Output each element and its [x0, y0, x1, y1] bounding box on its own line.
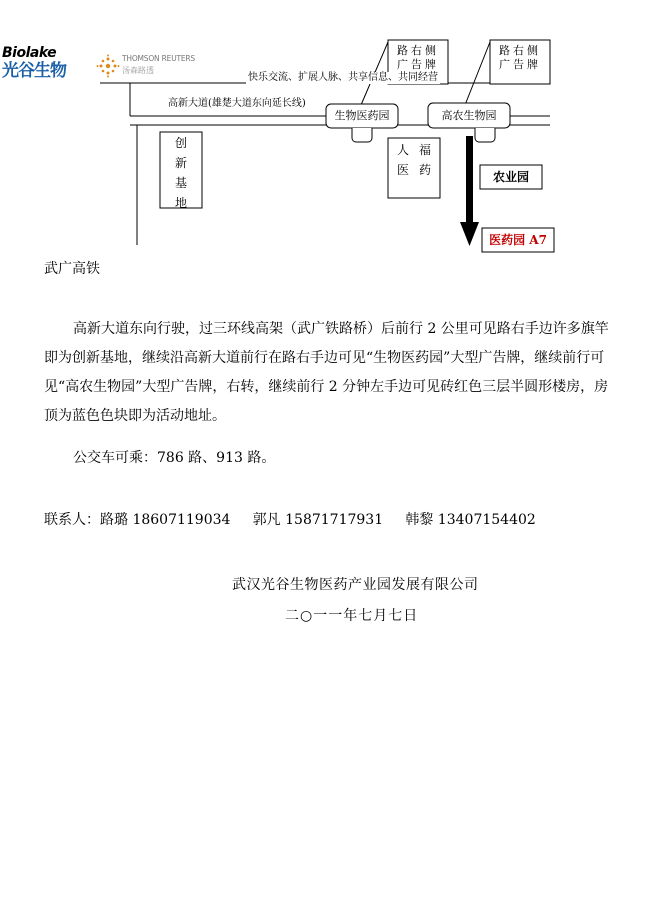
renfu-col-1: 福药: [418, 143, 431, 177]
document-date: 二○一一年七月七日: [285, 608, 419, 624]
company-name: 武汉光谷生物医药产业园发展有限公司: [232, 577, 479, 593]
top-road-text: 快乐交流、扩展人脉、共享信息、共同经营: [248, 72, 438, 83]
thomson-reuters-en: THOMSON REUTERS: [122, 54, 195, 63]
biolake-logo-cn: 光谷生物: [2, 61, 66, 81]
sign-1-label: 路右侧广告牌: [397, 44, 439, 71]
thomson-reuters-cn: 汤森路透: [122, 66, 154, 75]
biolake-logo-en: Biolake: [2, 45, 57, 61]
bus-info: 公交车可乘：786 路、913 路。: [73, 450, 276, 466]
directions-paragraph: 高新大道东向行驶，过三环线高架（武广铁路桥）后前行 2 公里可见路右手边许多旗竿即为创新基地，继续沿高新大道前行在路右手边可见“生物医药园”大型广告牌，继续前行可见“高农生物园”大型广告牌，右转，继续前行 2 分钟左手边可见砖红色三层半圆形楼房，房顶为蓝色色块即为活动地址。: [44, 321, 609, 424]
park-2-label: 高农生物园: [441, 109, 497, 122]
destination-label: 医药园 A7: [489, 233, 547, 247]
route-map: [0, 0, 663, 260]
renfu-col-2: 人医: [396, 143, 409, 177]
sign-2-label: 路右侧广告牌: [499, 44, 541, 71]
contact-line: 联系人：路璐 18607119034 郭凡 15871717931 韩黎 13407154402: [44, 512, 536, 528]
heading-wuguang: 武广高铁: [44, 261, 100, 277]
main-road-label: 高新大道(雄楚大道东向延长线): [168, 98, 306, 109]
chuangxin-label: 创新基地: [174, 136, 187, 210]
nongye-label: 农业园: [492, 170, 529, 184]
route-arrow-shaft: [466, 136, 473, 226]
park-1-label: 生物医药园: [334, 109, 390, 122]
route-arrow-head: [460, 222, 479, 246]
